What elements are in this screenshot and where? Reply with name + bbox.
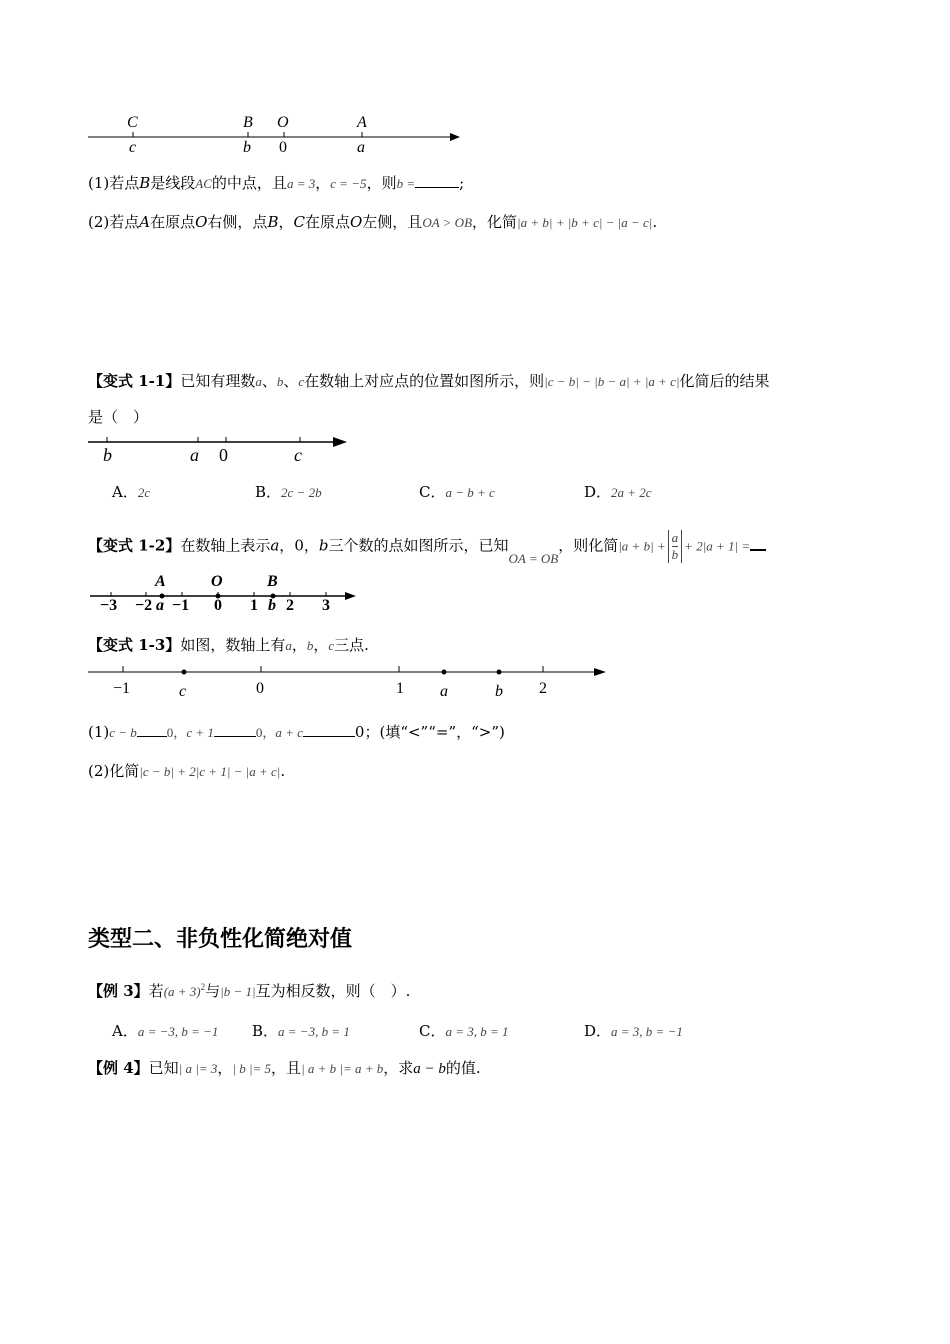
number-line-4-axis [0, 655, 950, 695]
option-c[interactable]: C．a − b + c [419, 483, 495, 501]
nl3-tick-neg2: −2 [135, 597, 153, 614]
answer-blank[interactable] [750, 535, 766, 551]
variant-1-3-part-2: (2)化简|c − b| + 2|c + 1| − |a + c|. [88, 762, 286, 780]
section-heading: 类型二、非负性化简绝对值 [88, 927, 353, 952]
nl1-tick-c: c [129, 139, 137, 156]
abs-fraction: $\frac{a}{b}$ [668, 530, 683, 563]
nl4-tick-2: 2 [539, 680, 547, 697]
answer-blank-2[interactable] [214, 722, 256, 737]
nl1-label-A: A [357, 114, 367, 131]
nl3-tick-neg1: −1 [172, 597, 190, 614]
question-2: (2)若点A在原点O右侧，点B，C在原点O左侧，且OA > OB，化简|a + b| + |b + c| − |a − c|. [88, 213, 658, 231]
option-a[interactable]: A．a = −3, b = −1 [112, 1022, 219, 1040]
question-1: (1)若点B是线段AC的中点，且a = 3，c = −5，则b = ; [88, 174, 465, 192]
nl3-tick-neg3: −3 [100, 597, 118, 614]
nl2-tick-b: b [103, 445, 112, 465]
nl1-label-C: C [127, 114, 138, 131]
number-line-2-axis [0, 425, 950, 485]
nl1-tick-a: a [357, 139, 365, 156]
nl4-label-c: c [179, 683, 187, 700]
nl1-tick-0: 0 [279, 139, 287, 156]
example-3-stem: 【例 3】若$(a + 3)^2$与|b − 1|互为相反数，则（ ）. [88, 982, 411, 1000]
option-a[interactable]: A．2c [112, 483, 151, 501]
nl4-tick-1: 1 [396, 680, 404, 697]
answer-blank-1[interactable] [137, 722, 167, 737]
number-line-1-axis [0, 0, 950, 160]
nl2-tick-c: c [294, 445, 302, 465]
variant-1-1-stem-line2: 是（ ） [88, 408, 149, 426]
nl1-label-O: O [277, 114, 289, 131]
nl4-label-b: b [495, 683, 503, 700]
nl2-tick-0: 0 [219, 445, 228, 465]
nl3-tick-1: 1 [250, 597, 258, 614]
nl4-tick-0: 0 [256, 680, 264, 697]
nl3-tick-3: 3 [322, 597, 330, 614]
nl3-label-A: A [155, 573, 166, 590]
point-c [182, 670, 187, 675]
variant-1-2-stem: 【变式 1-2】在数轴上表示a，0，b三个数的点如图所示，已知OA = OB，则化简|a + b| + $\frac{a}{b}$ + 2|a + 1| = [88, 530, 766, 563]
nl3-tick-b: b [268, 597, 276, 614]
variant-1-1-stem: 【变式 1-1】已知有理数a、b、c在数轴上对应点的位置如图所示，则|c − b| − |b − a| + |a + c|化简后的结果 [88, 372, 770, 390]
variant-1-3-part-1: (1)c − b 0，c + 1 0，a + c 0；(填“<”“=”，“>”) [88, 723, 505, 741]
nl3-tick-2: 2 [286, 597, 294, 614]
variant-1-3-stem: 【变式 1-3】如图，数轴上有a，b，c三点. [88, 636, 369, 654]
nl3-tick-0: 0 [214, 597, 222, 614]
nl4-tick-neg1: −1 [113, 680, 131, 697]
point-a [442, 670, 447, 675]
nl3-label-B: B [267, 573, 278, 590]
option-b[interactable]: B．a = −3, b = 1 [252, 1022, 350, 1040]
nl3-label-O: O [211, 573, 223, 590]
option-b[interactable]: B．2c − 2b [255, 483, 322, 501]
option-d[interactable]: D．2a + 2c [584, 483, 652, 501]
nl4-label-a: a [440, 683, 448, 700]
option-d[interactable]: D．a = 3, b = −1 [584, 1022, 683, 1040]
nl2-tick-a: a [190, 445, 199, 465]
point-b [497, 670, 502, 675]
nl3-tick-a: a [156, 597, 164, 614]
example-4-stem: 【例 4】已知| a |= 3，| b |= 5，且| a + b |= a + b，求a − b的值. [88, 1059, 481, 1077]
answer-blank-3[interactable] [303, 722, 355, 737]
option-c[interactable]: C．a = 3, b = 1 [419, 1022, 509, 1040]
nl1-tick-b: b [243, 139, 251, 156]
answer-blank[interactable] [415, 173, 459, 188]
nl1-label-B: B [243, 114, 253, 131]
